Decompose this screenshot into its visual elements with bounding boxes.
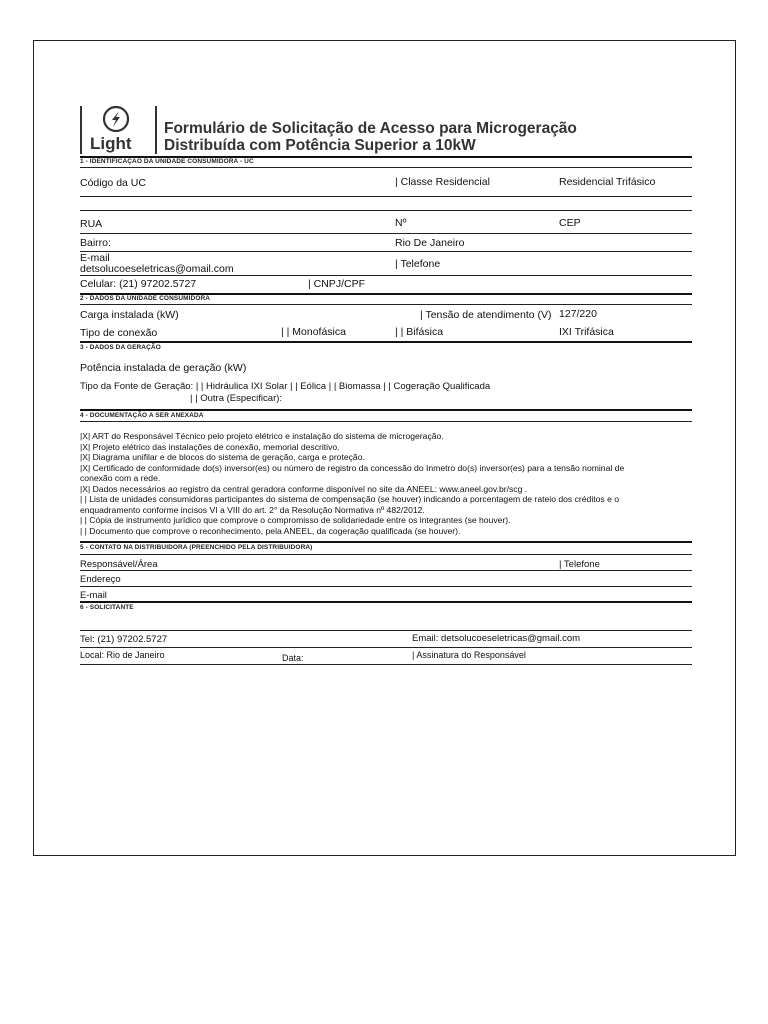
cidade-value: Rio De Janeiro	[395, 237, 465, 249]
monofasica-checkbox[interactable]: | | Monofásica	[281, 326, 346, 338]
doc-item: | | Cópia de instrumento jurídico que comprove o compromisso de solidariedade entre os integrantes (se houver).	[80, 515, 511, 525]
email-value: detsolucoeseletricas@omail.com	[80, 263, 234, 275]
logo-left-bar	[80, 106, 82, 154]
classe-label: | Classe Residencial	[395, 176, 490, 188]
data-label: Data:	[282, 653, 304, 663]
carga-label: Carga instalada (kW)	[80, 309, 179, 321]
bifasica-checkbox[interactable]: | | Bifásica	[395, 326, 444, 338]
section4-heading: 4 - DOCUMENTAÇÃO A SER ANEXADA	[80, 412, 204, 419]
responsavel-label: Responsável/Área	[80, 559, 158, 570]
potencia-label: Potência instalada de geração (kW)	[80, 362, 247, 374]
tensao-value: 127/220	[559, 308, 597, 320]
section1-heading: 1 - IDENTIFICAÇÃO DA UNIDADE CONSUMIDORA - UC	[80, 158, 254, 165]
doc-item: |X| Projeto elétrico das instalações de conexão, memorial descritivo.	[80, 441, 340, 452]
doc-item: |X| Diagrama unifilar e de blocos do sistema de geração, carga e proteção.	[80, 452, 365, 462]
section3-heading: 3 - DADOS DA GERAÇÃO	[80, 344, 161, 351]
bairro-label: Bairro:	[80, 237, 111, 249]
numero-label: Nº	[395, 217, 407, 229]
assinatura-label: | Assinatura do Responsável	[412, 650, 526, 660]
form-title-line2: Distribuída com Potência Superior a 10kW	[164, 137, 476, 154]
cnpj-label: | CNPJ/CPF	[308, 278, 365, 290]
lightning-icon	[101, 104, 131, 134]
local-value: Local: Rio de Janeiro	[80, 650, 165, 660]
classe-tipo: Residencial Trifásico	[559, 176, 656, 188]
logo-text: Light	[90, 134, 132, 153]
fonte-geracao-options[interactable]: Tipo da Fonte de Geração: | | Hidráulica IXI Solar | | Eólica | | Biomassa | | Cogeração Qualificada	[80, 381, 491, 392]
endereco-label: Endereço	[80, 574, 121, 585]
rua-label: RUA	[80, 218, 103, 230]
doc-item: | | Documento que comprove o reconhecimento, pela ANEEL, da cogeração qualificada (se houver).	[80, 525, 461, 536]
trifasica-checkbox[interactable]: IXI Trifásica	[559, 326, 614, 338]
solicitante-email: Email: detsolucoeseletricas@gmail.com	[412, 633, 581, 644]
codigo-uc-label: Código da UC	[80, 177, 146, 189]
cep-label: CEP	[559, 217, 581, 229]
doc-item: |X| ART do Responsável Técnico pelo projeto elétrico e instalação do sistema de microgeração.	[80, 431, 444, 441]
tensao-label: | Tensão de atendimento (V)	[420, 309, 552, 321]
tipo-conexao-label: Tipo de conexão	[80, 327, 158, 339]
doc-item: conexão com a rede.	[80, 473, 161, 483]
telefone-label: | Telefone	[395, 258, 441, 270]
section5-heading: 5 - CONTATO NA DISTRIBUIDORA (PREENCHIDO PELA DISTRIBUIDORA)	[80, 544, 313, 551]
doc-item: |X| Certificado de conformidade do(s) inversor(es) ou número de registro da concessão do Inmetro do(s) inversor(es) para a tensão nominal de	[80, 462, 625, 473]
email-label: E-mail	[80, 252, 110, 264]
doc-item: |X| Dados necessários ao registro da central geradora conforme disponível no site da ANEEL: www.aneel.gov.br/scg .	[80, 483, 528, 494]
section2-heading: 2 - DADOS DA UNIDADE CONSUMIDORA	[80, 295, 211, 302]
form-title-line1: Formulário de Solicitação de Acesso para Microgeração	[164, 120, 577, 137]
celular-value: Celular: (21) 97202.5727	[80, 278, 197, 290]
distribuidora-email-label: E-mail	[80, 590, 107, 601]
distribuidora-telefone-label: | Telefone	[559, 559, 600, 570]
outra-fonte-option[interactable]: | | Outra (Especificar):	[190, 393, 283, 404]
doc-item: | | Lista de unidades consumidoras participantes do sistema de compensação (se houver) indicando a porcentagem de rateio dos créditos e o	[80, 494, 620, 504]
logo-right-bar	[155, 106, 157, 154]
section6-heading: 6 - SOLICITANTE	[80, 604, 134, 611]
solicitante-tel: Tel: (21) 97202.5727	[80, 634, 168, 645]
doc-item: enquadramento conforme incisos VI a VIII do art. 2° da Resolução Normativa nº 482/2012.	[80, 504, 425, 515]
